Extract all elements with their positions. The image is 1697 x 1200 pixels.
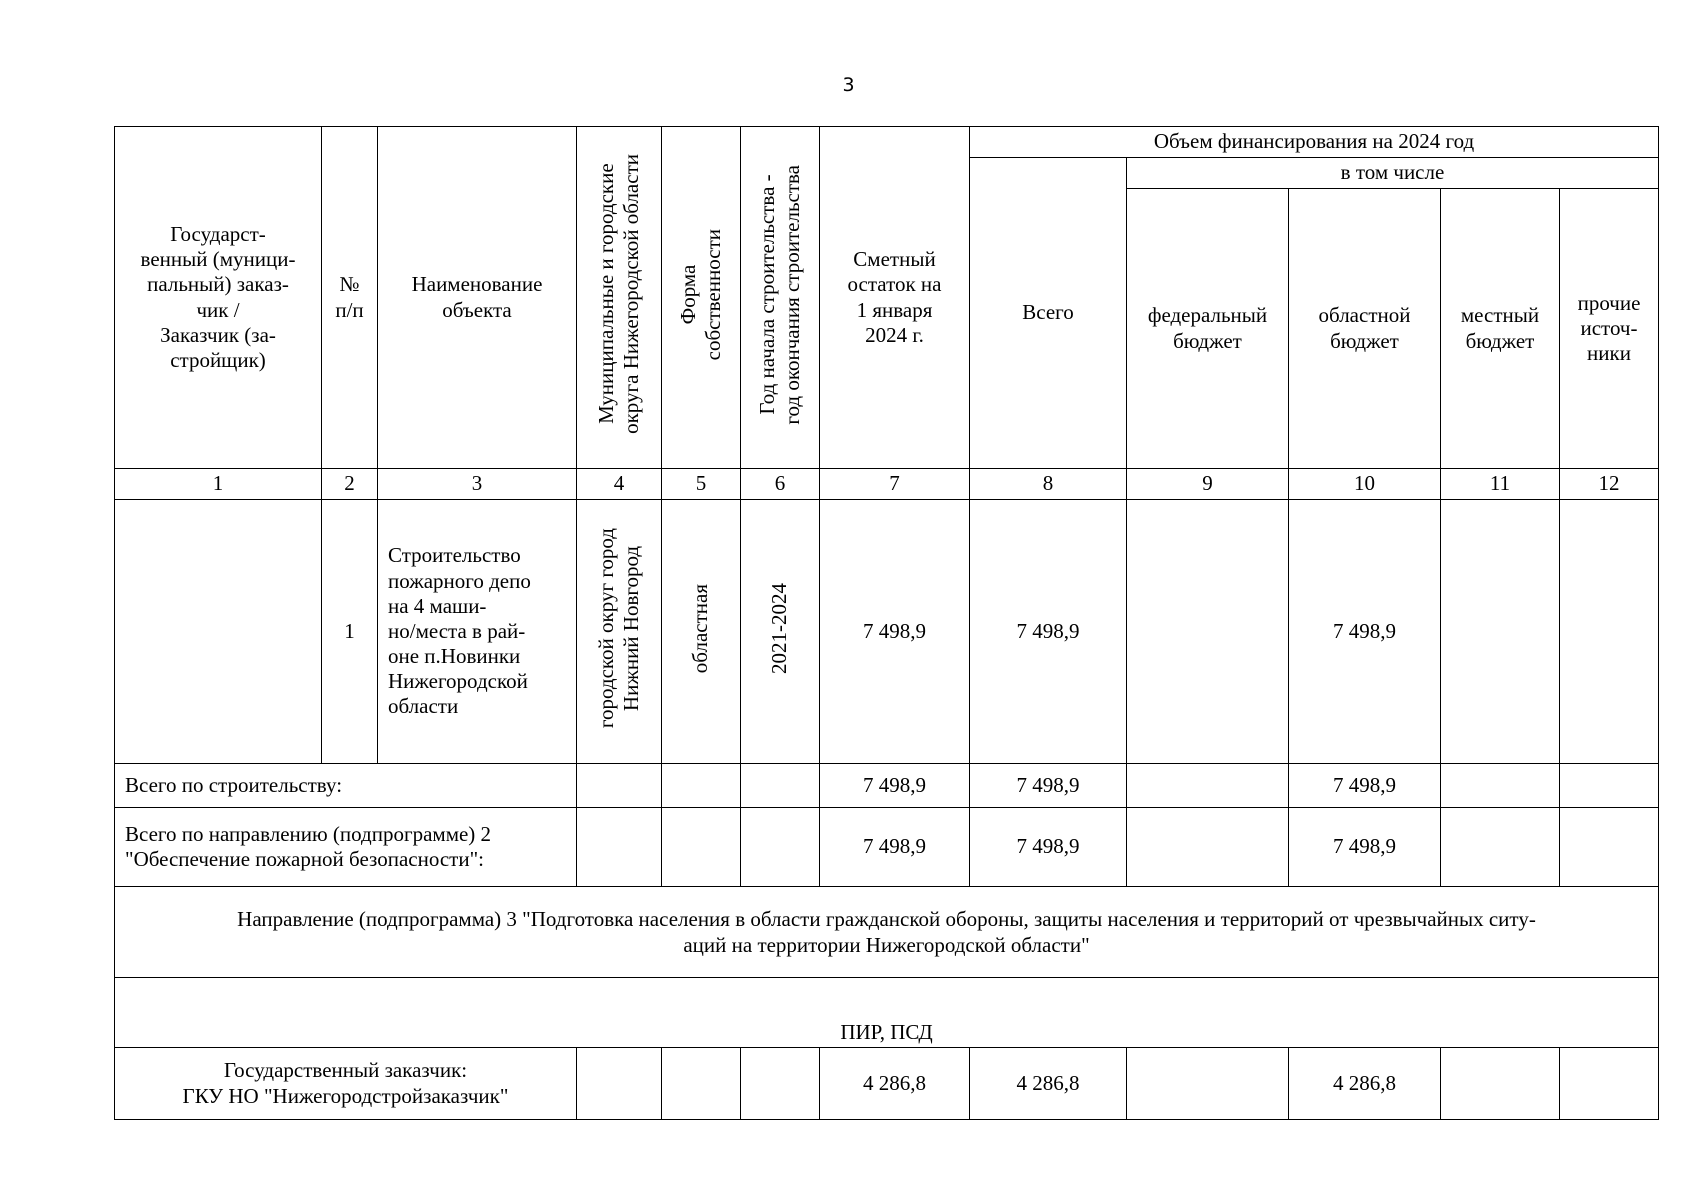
- empty-cell: [1441, 808, 1560, 887]
- object-other: [1560, 500, 1659, 764]
- header-customer: Государст- венный (муници- пальный) заказ- чик / Заказчик (за- стройщик): [115, 127, 322, 469]
- empty-cell: [741, 1048, 820, 1120]
- customer-total: 4 286,8: [970, 1048, 1127, 1120]
- column-number: 10: [1289, 469, 1441, 500]
- header-financing-volume: Объем финансирования на 2024 год: [970, 127, 1659, 158]
- empty-cell: [577, 808, 662, 887]
- empty-cell: [1127, 808, 1289, 887]
- column-number: 6: [741, 469, 820, 500]
- object-regional: 7 498,9: [1289, 500, 1441, 764]
- column-number: 4: [577, 469, 662, 500]
- empty-cell: [1441, 1048, 1560, 1120]
- column-number: 12: [1560, 469, 1659, 500]
- empty-cell: [577, 1048, 662, 1120]
- subprogram2-total-label: Всего по направлению (подпрограмме) 2 "Обеспечение пожарной безопасности":: [115, 808, 577, 887]
- empty-cell: [1441, 764, 1560, 808]
- header-municipality: Муниципальные и городские округа Нижегородской области: [577, 127, 662, 469]
- subprogram3-heading-row: [115, 887, 1659, 978]
- object-row: [115, 500, 1659, 764]
- column-number: 7: [820, 469, 970, 500]
- object-customer: [115, 500, 322, 764]
- empty-cell: [1560, 764, 1659, 808]
- customer-row: [115, 1048, 1659, 1120]
- column-number: 8: [970, 469, 1127, 500]
- header-total: Всего: [970, 158, 1127, 469]
- construction-total-regional: 7 498,9: [1289, 764, 1441, 808]
- construction-total-estimate: 7 498,9: [820, 764, 970, 808]
- subprogram2-total-regional: 7 498,9: [1289, 808, 1441, 887]
- header-federal-budget: федеральный бюджет: [1127, 189, 1289, 469]
- customer-estimate: 4 286,8: [820, 1048, 970, 1120]
- empty-cell: [741, 764, 820, 808]
- object-estimate: 7 498,9: [820, 500, 970, 764]
- construction-total-row: [115, 764, 1659, 808]
- object-federal: [1127, 500, 1289, 764]
- header-including: в том числе: [1127, 158, 1659, 189]
- column-numbers-row: [115, 469, 1659, 500]
- column-number: 11: [1441, 469, 1560, 500]
- header-ownership: Форма собственности: [662, 127, 741, 469]
- object-total: 7 498,9: [970, 500, 1127, 764]
- object-years: 2021-2024: [741, 500, 820, 764]
- column-number: 2: [322, 469, 378, 500]
- header-row-top: [115, 127, 1659, 158]
- empty-cell: [1127, 764, 1289, 808]
- construction-total-total: 7 498,9: [970, 764, 1127, 808]
- column-number: 1: [115, 469, 322, 500]
- customer-regional: 4 286,8: [1289, 1048, 1441, 1120]
- empty-cell: [662, 764, 741, 808]
- section-pir-psd: ПИР, ПСД: [115, 978, 1659, 1048]
- empty-cell: [741, 808, 820, 887]
- object-number: 1: [322, 500, 378, 764]
- subprogram2-total-estimate: 7 498,9: [820, 808, 970, 887]
- subprogram3-heading: Направление (подпрограмма) 3 "Подготовка населения в области гражданской обороны, защиты населения и территорий от чрезвычайных ситу- аций на территории Нижегородской области": [115, 887, 1659, 978]
- header-estimate-balance: Сметный остаток на 1 января 2024 г.: [820, 127, 970, 469]
- customer-label: Государственный заказчик: ГКУ НО "Нижегородстройзаказчик": [115, 1048, 577, 1120]
- empty-cell: [662, 1048, 741, 1120]
- header-other-sources: прочие источ- ники: [1560, 189, 1659, 469]
- column-number: 5: [662, 469, 741, 500]
- financing-table: [114, 126, 1659, 1120]
- header-local-budget: местный бюджет: [1441, 189, 1560, 469]
- object-district: городской округ город Нижний Новгород: [577, 500, 662, 764]
- column-number: 9: [1127, 469, 1289, 500]
- empty-cell: [1560, 1048, 1659, 1120]
- empty-cell: [1560, 808, 1659, 887]
- construction-total-label: Всего по строительству:: [115, 764, 577, 808]
- header-object-name: Наименование объекта: [378, 127, 577, 469]
- object-name: Строительство пожарного депо на 4 маши- но/места в рай- оне п.Новинки Нижегородской области: [378, 500, 577, 764]
- empty-cell: [577, 764, 662, 808]
- header-number: № п/п: [322, 127, 378, 469]
- header-regional-budget: областной бюджет: [1289, 189, 1441, 469]
- empty-cell: [1127, 1048, 1289, 1120]
- page-number: 3: [842, 74, 855, 96]
- column-number: 3: [378, 469, 577, 500]
- empty-cell: [662, 808, 741, 887]
- header-years: Год начала строительства - год окончания строительства: [741, 127, 820, 469]
- subprogram2-total-row: [115, 808, 1659, 887]
- section-pir-row: [115, 978, 1659, 1048]
- object-local: [1441, 500, 1560, 764]
- subprogram2-total-total: 7 498,9: [970, 808, 1127, 887]
- object-ownership: областная: [662, 500, 741, 764]
